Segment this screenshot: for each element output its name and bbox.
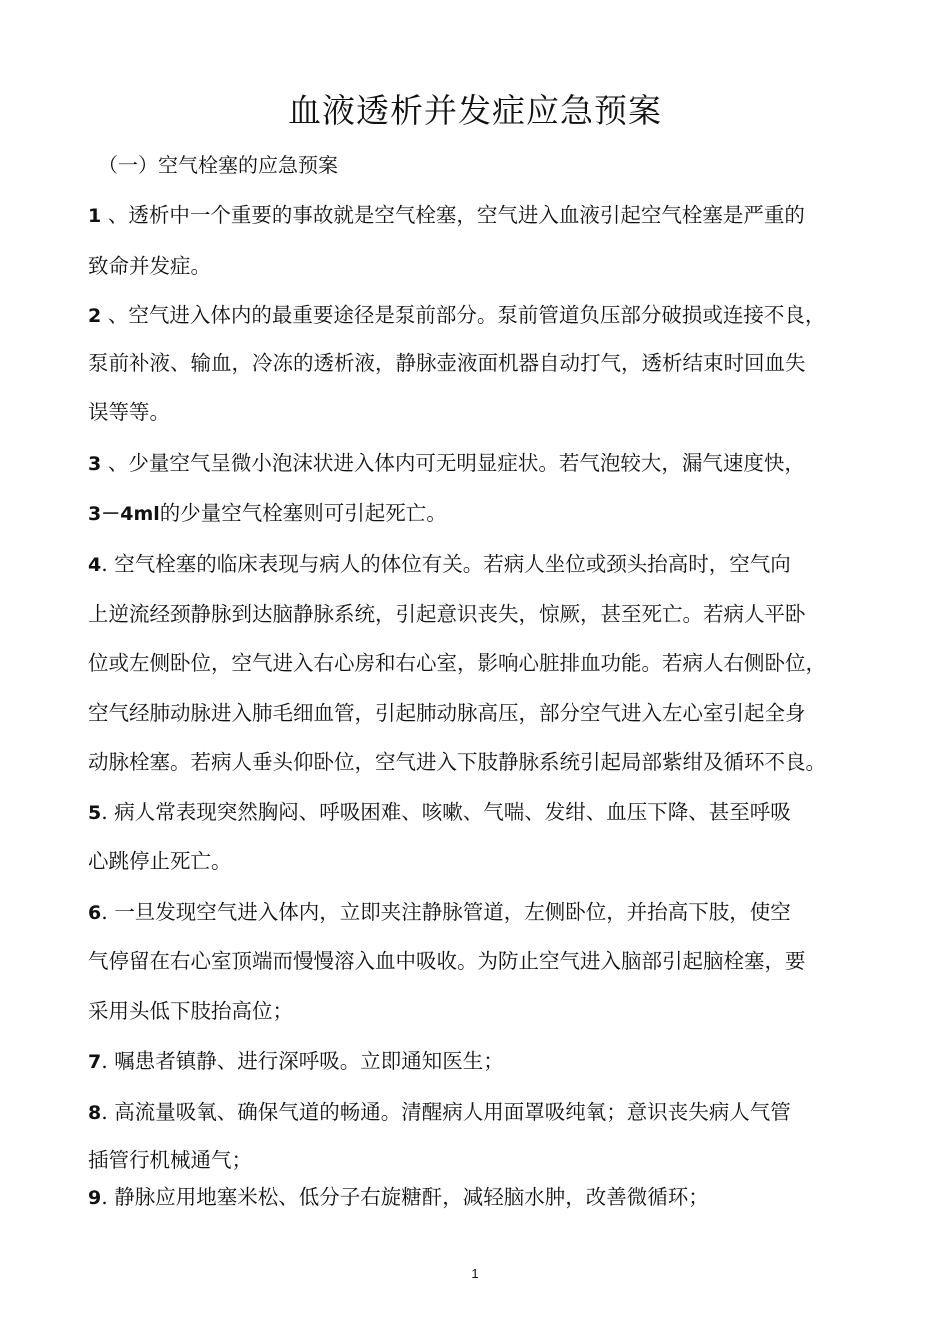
item-number: 5 xyxy=(88,802,102,824)
line-text: . 病人常表现突然胸闷、呼吸困难、咳嗽、气喘、发绀、血压下降、甚至呼吸 xyxy=(101,800,791,824)
line-text: 位或左侧卧位，空气进入右心房和右心室，影响心脏排血功能。若病人右侧卧位， xyxy=(88,651,826,675)
text-line xyxy=(88,395,170,430)
text-line xyxy=(88,895,791,930)
line-text: 、空气进入体内的最重要途径是泵前部分。泵前管道负压部分破损或连接不良， xyxy=(107,303,826,327)
item-number: 3 xyxy=(88,453,108,475)
line-text: 、少量空气呈微小泡沫状进入体内可无明显症状。若气泡较大，漏气速度快， xyxy=(107,451,805,475)
line-text: 致命并发症。 xyxy=(88,254,211,278)
text-line xyxy=(88,944,806,979)
item-number: 3－4ml xyxy=(88,503,160,525)
line-text: . 空气栓塞的临床表现与病人的体位有关。若病人坐位或颈头抬高时，空气向 xyxy=(101,552,791,576)
line-text: 泵前补液、输血，冷冻的透析液，静脉壶液面机器自动打气，透析结束时回血失 xyxy=(88,351,806,375)
page-number: 1 xyxy=(471,1266,479,1281)
text-line xyxy=(88,597,806,632)
line-text: . 静脉应用地塞米松、低分子右旋糖酐，减轻脑水肿，改善微循环； xyxy=(101,1185,709,1209)
text-line xyxy=(88,745,826,780)
text-line xyxy=(88,844,232,879)
line-text: 空气经肺动脉进入肺毛细血管，引起肺动脉高压，部分空气进入左心室引起全身 xyxy=(88,701,806,725)
line-text: 气停留在右心室顶端而慢慢溶入血中吸收。为防止空气进入脑部引起脑栓塞，要 xyxy=(88,949,806,973)
item-number: 9 xyxy=(88,1187,102,1209)
text-line xyxy=(88,1095,791,1130)
text-line xyxy=(88,496,447,531)
line-text: . 嘱患者镇静、进行深呼吸。立即通知医生； xyxy=(101,1049,504,1073)
line-text: 插管行机械通气； xyxy=(88,1148,252,1172)
text-line xyxy=(88,994,293,1029)
text-line xyxy=(88,298,825,333)
item-number: 8 xyxy=(88,1102,102,1124)
text-line xyxy=(88,547,791,582)
text-line xyxy=(88,1044,504,1079)
line-text: . 一旦发现空气进入体内，立即夹注静脉管道，左侧卧位，并抬高下肢，使空 xyxy=(101,900,791,924)
item-number: 7 xyxy=(88,1051,102,1073)
text-line xyxy=(88,446,805,481)
item-number: 6 xyxy=(88,902,102,924)
line-text: 误等等。 xyxy=(88,400,170,424)
line-text: . 高流量吸氧、确保气道的畅通。清醒病人用面罩吸纯氧；意识丧失病人气管 xyxy=(101,1100,791,1124)
section-heading: （一）空气栓塞的应急预案 xyxy=(98,153,338,177)
line-text: 的少量空气栓塞则可引起死亡。 xyxy=(159,501,447,525)
item-number: 4 xyxy=(88,554,102,576)
line-text: 动脉栓塞。若病人垂头仰卧位，空气进入下肢静脉系统引起局部紫绀及循环不良。 xyxy=(88,750,826,774)
page-title: 血液透析并发症应急预案 xyxy=(288,91,662,130)
line-text: 上逆流经颈静脉到达脑静脉系统，引起意识丧失，惊厥，甚至死亡。若病人平卧 xyxy=(88,602,806,626)
line-text: 采用头低下肢抬高位； xyxy=(88,999,293,1023)
line-text: 心跳停止死亡。 xyxy=(88,849,232,873)
text-line xyxy=(88,646,826,681)
line-text: 、透析中一个重要的事故就是空气栓塞，空气进入血液引起空气栓塞是严重的 xyxy=(107,203,805,227)
item-number: 1 xyxy=(88,205,108,227)
text-line xyxy=(88,346,806,381)
text-line xyxy=(88,1180,709,1215)
text-line xyxy=(88,696,806,731)
text-line xyxy=(88,795,791,830)
text-line xyxy=(88,1143,252,1178)
text-line xyxy=(88,198,805,233)
item-number: 2 xyxy=(88,305,108,327)
text-line xyxy=(88,249,211,284)
